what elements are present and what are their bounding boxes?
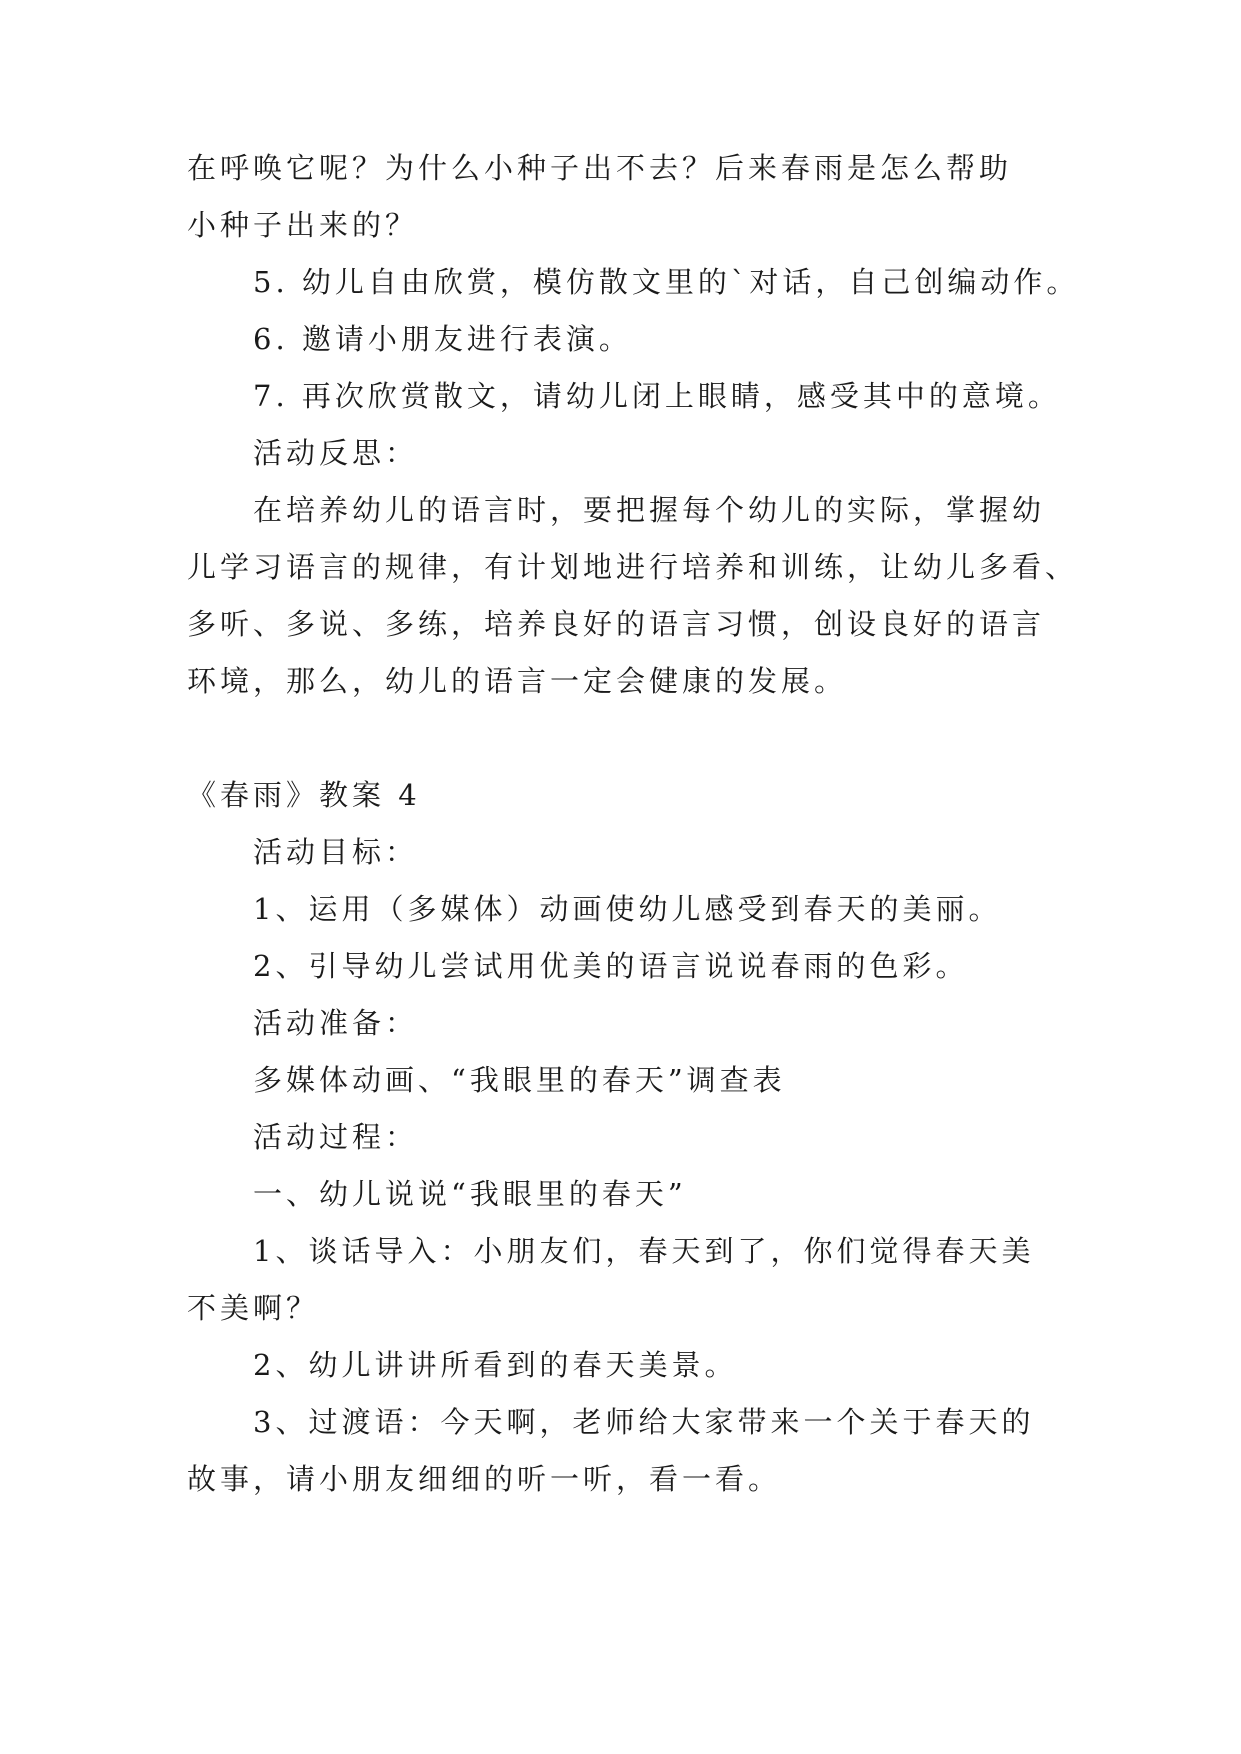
list-item: 3、过渡语：今天啊，老师给大家带来一个关于春天的 <box>253 1405 1035 1439</box>
list-item: 6. 邀请小朋友进行表演。 <box>253 322 632 356</box>
document-title: 《春雨》教案 4 <box>187 778 421 812</box>
list-item: 2、引导幼儿尝试用优美的语言说说春雨的色彩。 <box>253 949 969 983</box>
section-heading: 活动目标： <box>253 835 419 869</box>
paragraph-line: 多媒体动画、“我眼里的春天”调查表 <box>253 1063 786 1097</box>
subsection-heading: 一、幼儿说说“我眼里的春天” <box>253 1177 687 1211</box>
paragraph-line: 环境，那么，幼儿的语言一定会健康的发展。 <box>187 664 848 698</box>
paragraph-line: 不美啊？ <box>187 1291 320 1325</box>
paragraph-line: 在呼唤它呢？为什么小种子出不去？后来春雨是怎么帮助 <box>187 151 1013 185</box>
list-item: 5. 幼儿自由欣赏，模仿散文里的`对话，自己创编动作。 <box>253 265 1080 299</box>
paragraph-line: 小种子出来的？ <box>187 208 419 242</box>
list-item: 2、幼儿讲讲所看到的春天美景。 <box>253 1348 738 1382</box>
paragraph-line: 儿学习语言的规律，有计划地进行培养和训练，让幼儿多看、 <box>187 550 1079 584</box>
paragraph-line: 故事，请小朋友细细的听一听，看一看。 <box>187 1462 782 1496</box>
list-item: 7. 再次欣赏散文，请幼儿闭上眼睛，感受其中的意境。 <box>253 379 1061 413</box>
paragraph-line: 在培养幼儿的语言时，要把握每个幼儿的实际，掌握幼 <box>253 493 1046 527</box>
section-heading: 活动反思： <box>253 436 419 470</box>
paragraph-line: 多听、多说、多练，培养良好的语言习惯，创设良好的语言 <box>187 607 1046 641</box>
list-item: 1、运用（多媒体）动画使幼儿感受到春天的美丽。 <box>253 892 1002 926</box>
section-heading: 活动过程： <box>253 1120 419 1154</box>
list-item: 1、谈话导入：小朋友们，春天到了，你们觉得春天美 <box>253 1234 1035 1268</box>
section-heading: 活动准备： <box>253 1006 419 1040</box>
